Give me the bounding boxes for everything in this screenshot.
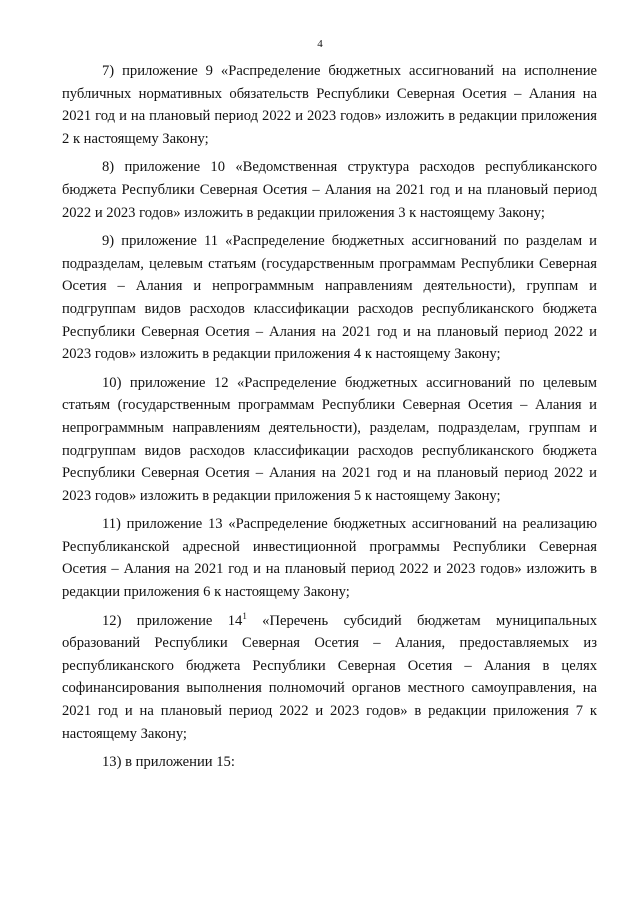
paragraph-item-12-rest: «Перечень субсидий бюджетам муниципальных образований Республики Северная Осетия – Алания, предоставляемых из республиканского бюджета Республики Северная Осетия – Алания в целях софинансирования выполнения полномочий органов местного самоуправления, на 2021 год и на плановый период 2022 и 2023 годов» в редакции приложения 7 к настоящему Закону; xyxy=(62,612,597,742)
paragraph-item-11: 11) приложение 13 «Распределение бюджетных ассигнований на реализацию Республиканской адресной инвестиционной программы Республики Северная Осетия – Алания на 2021 год и на плановый период 2022 и 2023 годов» изложить в редакции приложения 6 к настоящему Закону; xyxy=(62,516,597,601)
paragraph-item-8: 8) приложение 10 «Ведомственная структура расходов республиканского бюджета Республики Северная Осетия – Алания на 2021 год и на плановый период 2022 и 2023 годов» изложить в редакции приложения 3 к настоящему Закону; xyxy=(62,159,597,221)
paragraph-item-12-lead: 12) приложение 14 xyxy=(102,612,243,629)
paragraph-item-12 xyxy=(62,610,597,746)
superscript-index: 1 xyxy=(242,610,247,621)
paragraph-item-13: 13) в приложении 15: xyxy=(102,754,235,771)
paragraph-item-10: 10) приложение 12 «Распределение бюджетных ассигнований по целевым статьям (государственным программам Республики Северная Осетия – Алания и непрограммным направлениям деятельности), разделам, подразделам, группам и подгруппам видов расходов классификации расходов республиканского бюджета Республики Северная Осетия – Алания на 2021 год и на плановый период 2022 и 2023 годов» изложить в редакции приложения 5 к настоящему Закону; xyxy=(62,374,597,504)
paragraph-item-7: 7) приложение 9 «Распределение бюджетных ассигнований на исполнение публичных нормативных обязательств Республики Северная Осетия – Алания на 2021 год и на плановый период 2022 и 2023 годов» изложить в редакции приложения 2 к настоящему Закону; xyxy=(62,63,597,147)
paragraph-item-9: 9) приложение 11 «Распределение бюджетных ассигнований по разделам и подразделам, целевым статьям (государственным программам Республики Северная Осетия – Алания и непрограммным направлениям деятельности), группам и подгруппам видов расходов классификации расходов республиканского бюджета Республики Северная Осетия – Алания на 2021 год и на плановый период 2022 и 2023 годов» изложить в редакции приложения 4 к настоящему Закону; xyxy=(62,233,597,363)
document-body xyxy=(62,60,597,780)
page-number: 4 xyxy=(317,38,323,50)
